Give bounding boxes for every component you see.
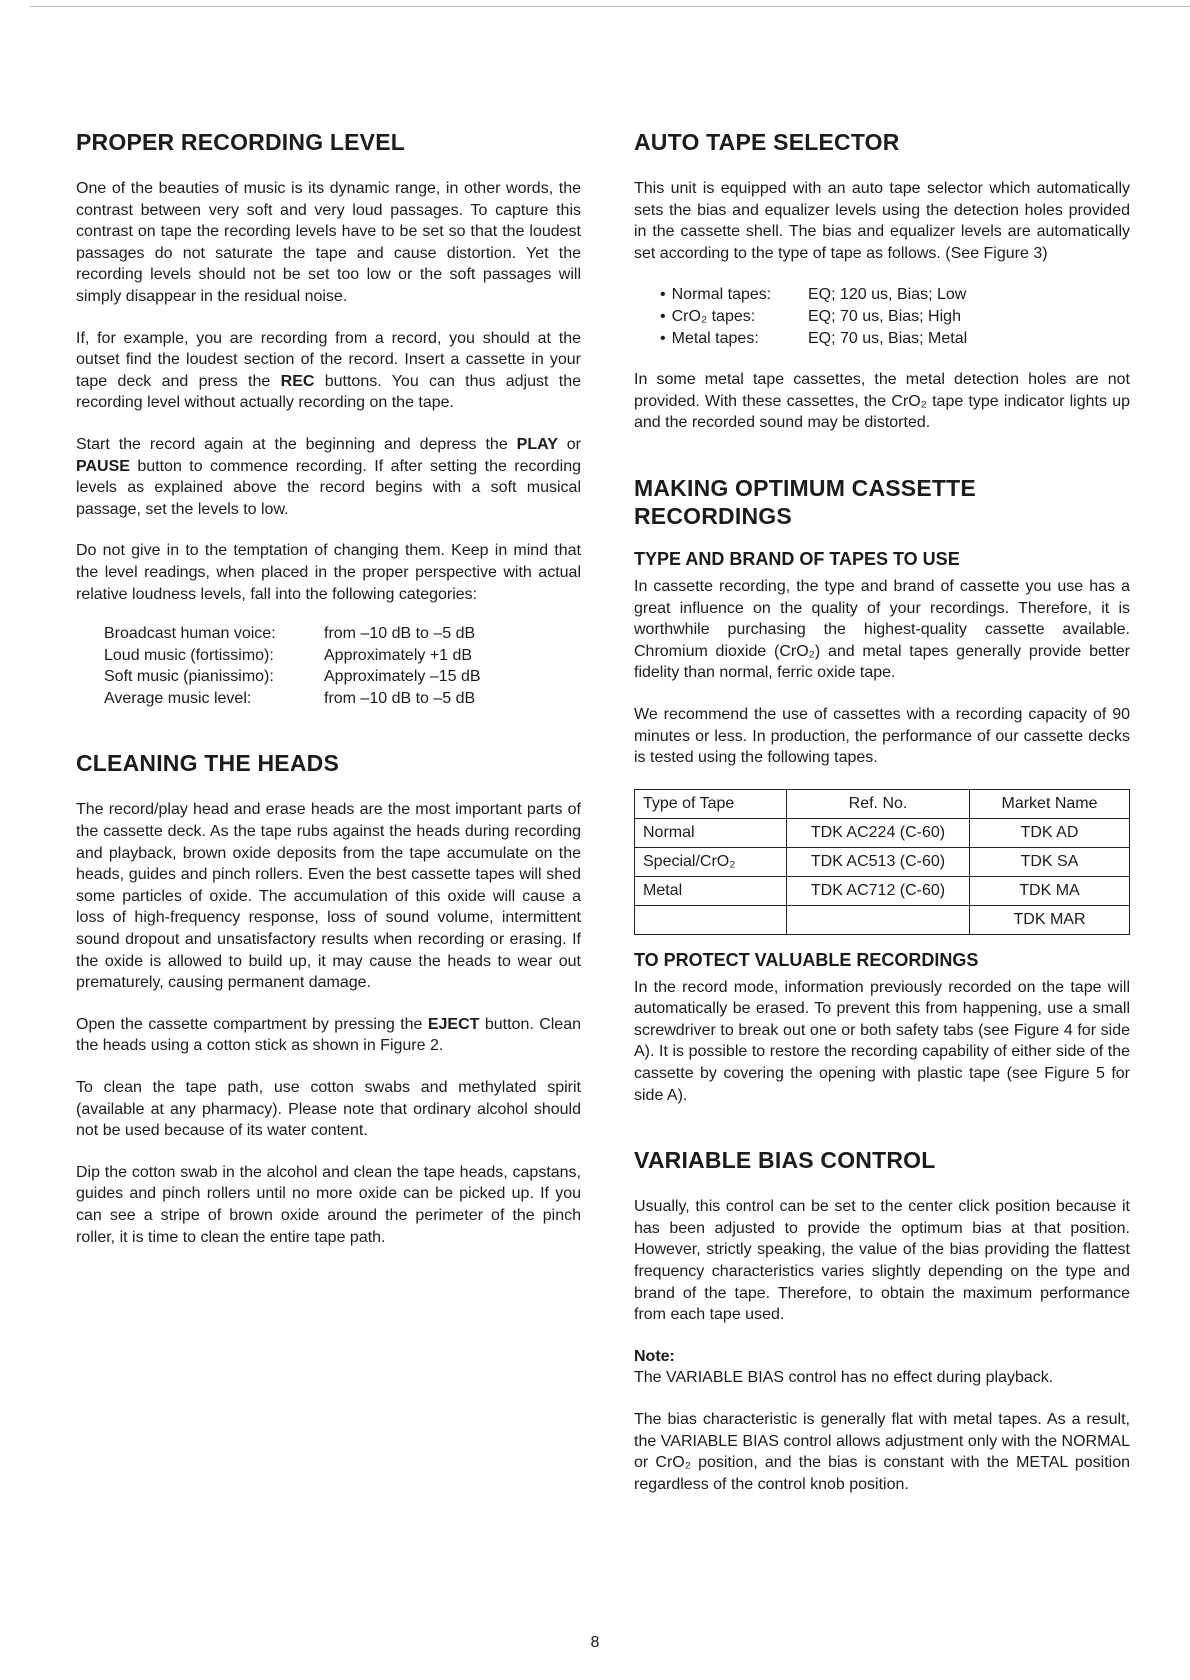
cleaning-p4: Dip the cotton swab in the alcohol and clean the tape heads, capstans, guides and pinch rollers until no more oxide can be picked up. If you can see a stripe of brown oxide around the perimeter of the pinch roller, it is time to clean the entire tape path. [76, 1163, 581, 1246]
table-cell [635, 905, 787, 934]
cleaning-p2: Open the cassette compartment by pressing the EJECT button. Clean the heads using a cotton stick as shown in Figure 2. [76, 1015, 581, 1055]
table-cell: TDK SA [970, 847, 1130, 876]
note-label: Note: [634, 1347, 675, 1365]
level-row: Average music level: from –10 dB to –5 dB [104, 689, 476, 707]
table-row [635, 847, 1130, 876]
protect-p1: In the record mode, information previously recorded on the tape will automatically be erased. To prevent this from happening, use a small screwdriver to break out one or both safety tabs (see Figure 4 for side A). It is possible to restore the recording capability of either side of the cassette by covering the opening with plastic tape (see Figure 5 for side A). [634, 978, 1130, 1104]
proper-recording-p1: One of the beauties of music is its dynamic range, in other words, the contrast between very soft and very loud passages. To capture this contrast on tape the recording levels have to be set so that the loudest passages do not saturate the tape and cause distortion. Yet the recording levels should not be set too low or the soft passages will simply disappear in the residual noise. [76, 180, 581, 305]
table-row [635, 876, 1130, 905]
scan-top-edge [30, 6, 1190, 7]
table-header-cell: Type of Tape [635, 789, 787, 818]
table-cell: TDK AD [970, 818, 1130, 847]
level-row: Loud music (fortissimo): Approximately +1 dB [104, 646, 473, 664]
auto-tape-p2: In some metal tape cassettes, the metal detection holes are not provided. With these cassettes, the CrO₂ tape type indicator lights up and the recorded sound may be distorted. [634, 371, 1130, 432]
right-column [634, 128, 1130, 1515]
test-tapes-table [634, 789, 1130, 935]
left-column [76, 128, 581, 1268]
proper-recording-heading: PROPER RECORDING LEVEL [76, 129, 405, 155]
tape-setting-row: • Normal tapes: EQ; 120 us, Bias; Low [634, 284, 1130, 306]
optimum-recordings-heading: MAKING OPTIMUM CASSETTE RECORDINGS [634, 474, 976, 529]
type-brand-heading: TYPE AND BRAND OF TAPES TO USE [634, 548, 960, 569]
level-categories-list [76, 623, 581, 709]
table-row [635, 905, 1130, 934]
table-cell: TDK AC712 (C-60) [787, 876, 970, 905]
table-cell: Normal [635, 818, 787, 847]
tape-setting-row: • Metal tapes: EQ; 70 us, Bias; Metal [634, 328, 1130, 350]
table-cell: TDK AC513 (C-60) [787, 847, 970, 876]
level-row: Soft music (pianissimo): Approximately –15 dB [104, 668, 481, 686]
proper-recording-p2: If, for example, you are recording from a record, you should at the outset find the loudest section of the record. Insert a cassette in your tape deck and press the REC buttons. You can thus adjust the recording level without actually recording on the tape. [76, 329, 581, 412]
type-brand-p1: In cassette recording, the type and brand of cassette you use has a great influence on the quality of your recordings. Therefore, it is worthwhile purchasing the highest-quality cassette available. Chromium dioxide (CrO₂) and metal tapes generally provide better fidelity than normal, ferric oxide tape. [634, 577, 1130, 682]
table-cell: Special/CrO₂ [635, 847, 787, 876]
table-cell: Metal [635, 876, 787, 905]
cleaning-p1: The record/play head and erase heads are the most important parts of the cassette deck. As the tape rubs against the heads during recording and playback, brown oxide deposits from the tape accumulate on the heads, guides and pinch rollers. Even the best cassette tapes will shed some particles of oxide. The accumulation of this oxide will cause a loss of high-frequency response, loss of sound volume, intermittent sound dropout and unsatisfactory results when recording or erasing. If the oxide is allowed to build up, it may cause the heads to wear out prematurely, causing permanent damage. [76, 801, 581, 992]
protect-recordings-heading: TO PROTECT VALUABLE RECORDINGS [634, 949, 979, 970]
page-number: 8 [590, 1634, 600, 1651]
proper-recording-p4: Do not give in to the temptation of changing them. Keep in mind that the level readings, when placed in the proper perspective with actual relative loudness levels, fall into the following categories: [76, 542, 581, 603]
auto-tape-p1: This unit is equipped with an auto tape selector which automatically sets the bias and equalizer levels using the detection holes provided in the cassette shell. The bias and equalizer levels are automatically set according to the type of tape as follows. (See Figure 3) [634, 180, 1130, 262]
variable-bias-p2: The bias characteristic is generally flat with metal tapes. As a result, the VARIABLE BIAS control allows adjustment only with the NORMAL or CrO₂ position, and the bias is constant with the METAL position regardless of the control knob position. [634, 1411, 1130, 1493]
table-cell: TDK AC224 (C-60) [787, 818, 970, 847]
table-row [635, 818, 1130, 847]
cleaning-p3: To clean the tape path, use cotton swabs and methylated spirit (available at any pharmacy). Please note that ordinary alcohol should not be used because of its water content. [76, 1079, 581, 1140]
proper-recording-p3: Start the record again at the beginning and depress the PLAY or PAUSE button to commence recording. If after setting the recording levels as explained above the record begins with a soft musical passage, set the levels to low. [76, 435, 582, 518]
table-cell [787, 905, 970, 934]
table-header-row [635, 789, 1130, 818]
table-cell: TDK MAR [970, 905, 1130, 934]
variable-bias-p1: Usually, this control can be set to the center click position because it has been adjusted to provide the optimum bias at that position. However, strictly speaking, the value of the bias providing the flattest frequency characteristics varies slightly depending on the type and brand of the tape. Therefore, to obtain the maximum performance from each tape used. [634, 1198, 1130, 1324]
type-brand-p2: We recommend the use of cassettes with a recording capacity of 90 minutes or less. In production, the performance of our cassette decks is tested using the following tapes. [634, 705, 1130, 767]
table-cell: TDK MA [970, 876, 1130, 905]
note-text: The VARIABLE BIAS control has no effect during playback. [634, 1369, 1054, 1387]
level-row: Broadcast human voice: from –10 dB to –5 dB [104, 625, 476, 643]
variable-bias-heading: VARIABLE BIAS CONTROL [634, 1147, 936, 1174]
auto-tape-selector-heading: AUTO TAPE SELECTOR [634, 129, 900, 155]
tape-settings-list [634, 284, 1130, 349]
tape-setting-row: • CrO₂ tapes: EQ; 70 us, Bias; High [634, 306, 1130, 328]
table-header-cell: Market Name [970, 789, 1130, 818]
table-header-cell: Ref. No. [787, 789, 970, 818]
cleaning-heads-heading: CLEANING THE HEADS [76, 750, 340, 777]
